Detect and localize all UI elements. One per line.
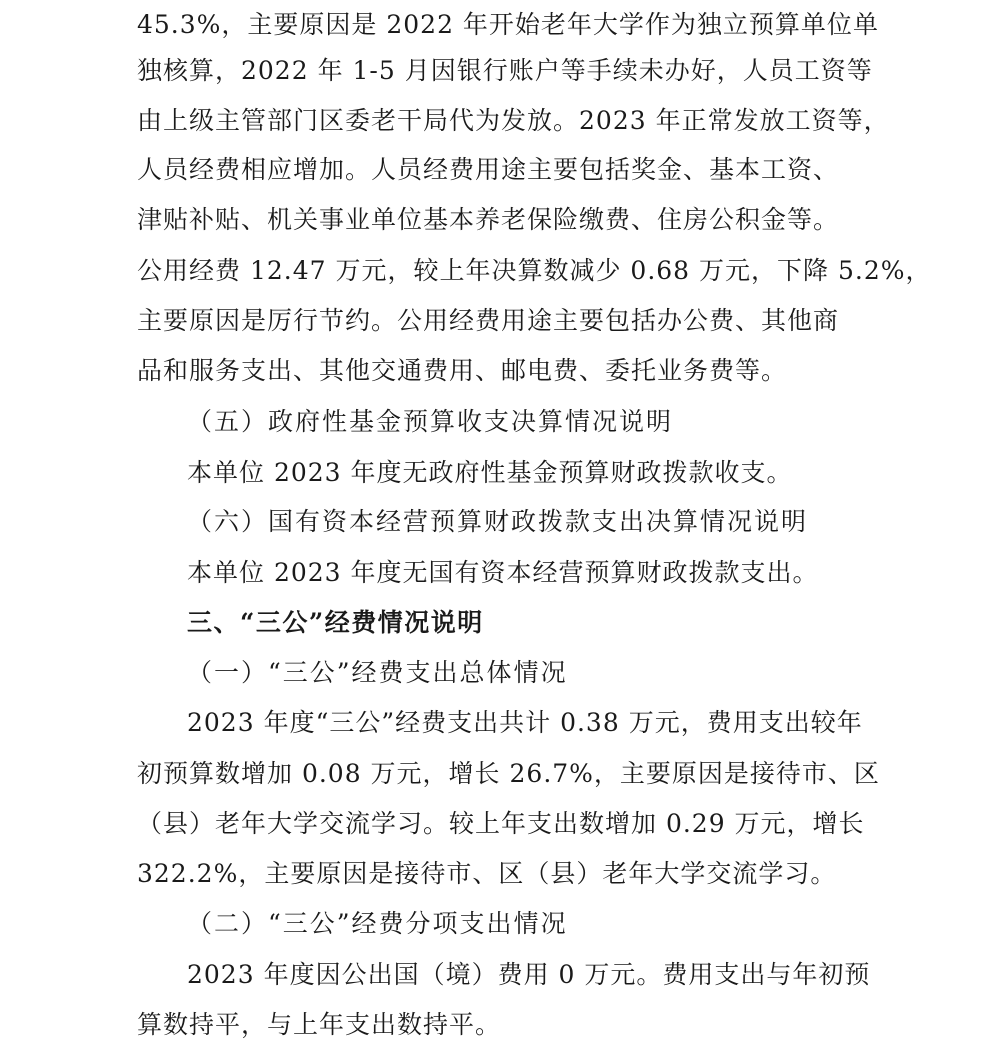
paragraph-line: 独核算，2022 年 1-5 月因银行账户等手续未办好，人员工资等 — [137, 56, 873, 85]
part-3-heading: 三、“三公”经费情况说明 — [187, 608, 484, 637]
section-6-text: 本单位 2023 年度无国有资本经营预算财政拨款支出。 — [187, 558, 819, 587]
sub-2-heading: （二）“三公”经费分项支出情况 — [187, 909, 568, 938]
paragraph-line: 品和服务支出、其他交通费用、邮电费、委托业务费等。 — [137, 356, 788, 385]
paragraph-line: 初预算数增加 0.08 万元，增长 26.7%，主要原因是接待市、区 — [137, 759, 880, 788]
paragraph-line: 45.3%，主要原因是 2022 年开始老年大学作为独立预算单位单 — [137, 10, 879, 39]
paragraph-line: 公用经费 12.47 万元，较上年决算数减少 0.68 万元，下降 5.2%， — [137, 256, 932, 285]
paragraph-line: （县）老年大学交流学习。较上年支出数增加 0.29 万元，增长 — [137, 809, 865, 838]
paragraph-line: 主要原因是厉行节约。公用经费用途主要包括办公费、其他商 — [137, 306, 840, 335]
paragraph-line: 2023 年度“三公”经费支出共计 0.38 万元，费用支出较年 — [187, 708, 863, 737]
paragraph-line: 算数持平，与上年支出数持平。 — [137, 1010, 502, 1039]
paragraph-line: 322.2%，主要原因是接待市、区（县）老年大学交流学习。 — [137, 859, 837, 888]
paragraph-line: 由上级主管部门区委老干局代为发放。2023 年正常发放工资等， — [137, 106, 890, 135]
section-5-heading: （五）政府性基金预算收支决算情况说明 — [187, 407, 674, 436]
section-6-heading: （六）国有资本经营预算财政拨款支出决算情况说明 — [187, 507, 809, 536]
paragraph-line: 津贴补贴、机关事业单位基本养老保险缴费、住房公积金等。 — [137, 205, 840, 234]
paragraph-line: 人员经费相应增加。人员经费用途主要包括奖金、基本工资、 — [137, 155, 840, 184]
sub-1-heading: （一）“三公”经费支出总体情况 — [187, 658, 568, 687]
paragraph-line: 2023 年度因公出国（境）费用 0 万元。费用支出与年初预 — [187, 960, 871, 989]
section-5-text: 本单位 2023 年度无政府性基金预算财政拨款收支。 — [187, 458, 793, 487]
